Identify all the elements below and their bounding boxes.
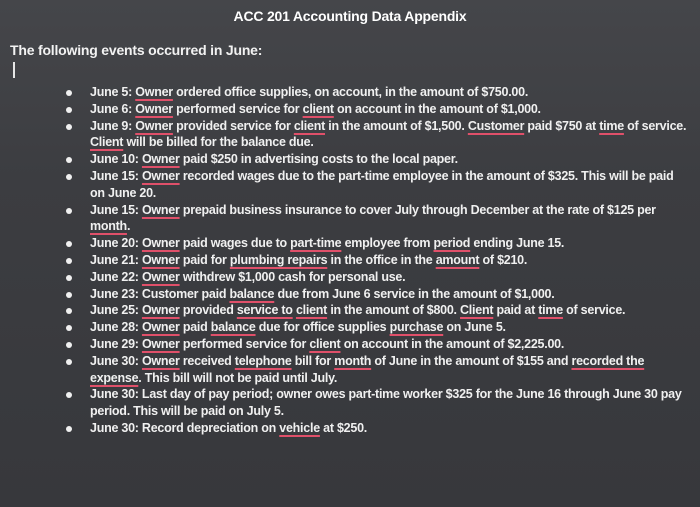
bullet-icon: [66, 90, 72, 96]
event-text-segment: paid: [179, 320, 211, 335]
event-item: [60, 101, 690, 118]
underlined-word: balance: [229, 286, 275, 301]
event-text: [90, 236, 564, 250]
bullet-icon: [66, 124, 72, 130]
event-text: [90, 287, 554, 301]
underlined-word: Owner: [135, 101, 173, 116]
event-text-segment: June 23: Customer paid: [90, 286, 230, 301]
event-text-segment: performed service for: [179, 336, 310, 351]
event-text-segment: of $210.: [479, 252, 528, 267]
underlined-word: time: [599, 118, 624, 133]
underlined-word: telephone: [234, 353, 292, 368]
underlined-word: Owner: [141, 202, 180, 217]
underlined-word: Owner: [141, 353, 180, 368]
event-text: [90, 337, 564, 351]
event-text-segment: of service.: [623, 118, 687, 133]
bullet-icon: [66, 308, 72, 314]
intro-text: The following events occurred in June:: [10, 42, 263, 58]
event-text-segment: withdrew $1,000 cash for personal use.: [179, 269, 406, 284]
event-text-segment: June 6:: [90, 101, 136, 116]
event-text: [90, 421, 367, 435]
event-text-segment: paid $250 in advertising costs to the local paper.: [179, 152, 458, 167]
event-text: [90, 169, 673, 200]
event-text-segment: June 30: Last day of pay period; owner owes part-time worker $325 for the June 16 through June 30 pay period. This will be paid on July 5.: [90, 387, 682, 419]
event-text-segment: June 20:: [90, 236, 142, 251]
event-text-segment: . This bill will not be paid until July.: [138, 370, 338, 385]
underlined-word: Customer: [467, 118, 525, 133]
event-text: [90, 387, 682, 418]
event-list: [60, 84, 690, 437]
event-text-segment: on June 5.: [443, 320, 506, 335]
event-text-segment: June 30:: [90, 353, 142, 368]
event-text-segment: June 15:: [90, 202, 142, 217]
event-text-segment: prepaid business insurance to cover July through December at the rate of $125 per: [179, 202, 656, 217]
event-text: [90, 119, 686, 150]
event-text-segment: June 29:: [90, 336, 142, 351]
underlined-word: Owner: [141, 168, 180, 183]
event-text-segment: recorded wages due to the part-time employee in the amount of $325. This will be paid on June 20.: [90, 168, 674, 200]
event-text-segment: .: [126, 219, 131, 234]
event-text-segment: paid for: [179, 252, 230, 267]
bullet-icon: [66, 241, 72, 247]
event-item: [60, 168, 690, 202]
underlined-word: plumbing repairs: [229, 252, 328, 267]
underlined-word: Owner: [135, 85, 173, 99]
bullet-icon: [66, 174, 72, 180]
underlined-word: month: [334, 353, 372, 368]
event-text-segment: performed service for: [172, 101, 303, 116]
event-text-segment: ending June 15.: [470, 236, 565, 251]
underlined-word: recorded the expense: [90, 353, 645, 385]
event-text: [90, 270, 405, 284]
event-item: [60, 336, 690, 353]
underlined-word: time: [538, 303, 563, 318]
event-text-segment: in the amount of $800.: [327, 303, 461, 318]
bullet-icon: [66, 392, 72, 398]
event-item: [60, 353, 690, 387]
event-text-segment: employee from: [341, 236, 434, 251]
event-text: [90, 152, 458, 166]
event-text-segment: in the office in the: [327, 252, 436, 267]
event-item: [60, 319, 690, 336]
event-text: [90, 354, 644, 385]
event-text: [90, 303, 625, 317]
event-text-segment: paid $750 at: [524, 118, 600, 133]
event-text: [90, 320, 506, 334]
underlined-word: month: [90, 219, 127, 234]
event-text-segment: provided service for: [172, 118, 294, 133]
underlined-word: Owner: [135, 118, 173, 133]
event-item: [60, 235, 690, 252]
underlined-word: Owner: [141, 303, 180, 318]
event-text-segment: on account in the amount of $1,000.: [333, 101, 541, 116]
underlined-word: Owner: [141, 269, 180, 284]
underlined-word: purchase: [389, 320, 444, 335]
bullet-icon: [66, 107, 72, 113]
underlined-word: Owner: [141, 336, 180, 351]
bullet-icon: [66, 292, 72, 298]
event-item: [60, 118, 690, 152]
event-text-segment: June 5:: [90, 85, 136, 99]
event-text-segment: June 9:: [90, 118, 136, 133]
event-item: [60, 202, 690, 236]
event-text: [90, 85, 528, 99]
underlined-word: Client: [460, 303, 494, 318]
event-item: [60, 386, 690, 420]
underlined-word: amount: [435, 252, 480, 267]
event-text-segment: June 22:: [90, 269, 142, 284]
event-item: [60, 151, 690, 168]
underlined-word: Owner: [141, 236, 180, 251]
underlined-word: Owner: [141, 252, 180, 267]
event-text-segment: received: [179, 353, 235, 368]
event-item: [60, 269, 690, 286]
event-text-segment: of service.: [562, 303, 626, 318]
underlined-word: service to: [236, 303, 293, 318]
event-text-segment: paid wages due to: [179, 236, 291, 251]
bullet-icon: [66, 325, 72, 331]
document-title: ACC 201 Accounting Data Appendix: [233, 8, 467, 24]
event-text-segment: will be billed for the balance due.: [123, 135, 314, 150]
text-cursor: [13, 62, 15, 78]
event-text-segment: bill for: [291, 353, 335, 368]
underlined-word: Owner: [141, 152, 180, 167]
bullet-icon: [66, 426, 72, 432]
event-text-segment: June 21:: [90, 252, 142, 267]
event-text-segment: June 15:: [90, 168, 142, 183]
underlined-word: client: [309, 336, 341, 351]
event-item: [60, 302, 690, 319]
bullet-icon: [66, 342, 72, 348]
underlined-word: balance: [210, 320, 256, 335]
event-text: [90, 253, 527, 267]
event-text-segment: due for office supplies: [255, 320, 390, 335]
event-text: [90, 203, 656, 234]
underlined-word: Client: [90, 135, 124, 150]
underlined-word: part-time: [290, 236, 342, 251]
underlined-word: client: [295, 303, 328, 318]
event-text-segment: provided: [179, 303, 237, 318]
bullet-icon: [66, 208, 72, 214]
event-text-segment: paid at: [493, 303, 539, 318]
event-text-segment: ordered office supplies, on account, in the amount of $750.00.: [172, 85, 529, 99]
event-text-segment: due from June 6 service in the amount of $1,000.: [274, 286, 555, 301]
underlined-word: period: [433, 236, 471, 251]
event-item: [60, 252, 690, 269]
event-text-segment: June 28:: [90, 320, 142, 335]
underlined-word: vehicle: [279, 420, 320, 435]
event-text-segment: in the amount of $1,500.: [325, 118, 468, 133]
event-text-segment: at $250.: [319, 420, 367, 435]
event-item: [60, 420, 690, 437]
underlined-word: client: [293, 118, 325, 133]
event-text-segment: June 10:: [90, 152, 142, 167]
bullet-icon: [66, 258, 72, 264]
event-item: [60, 84, 690, 101]
event-text-segment: June 25:: [90, 303, 142, 318]
event-text: [90, 102, 541, 116]
event-text-segment: on account in the amount of $2,225.00.: [340, 336, 565, 351]
event-item: [60, 286, 690, 303]
underlined-word: client: [302, 101, 334, 116]
event-text-segment: June 30: Record depreciation on: [90, 420, 280, 435]
bullet-icon: [66, 359, 72, 365]
event-text-segment: of June in the amount of $155 and: [371, 353, 572, 368]
bullet-icon: [66, 157, 72, 163]
bullet-icon: [66, 275, 72, 281]
underlined-word: Owner: [141, 320, 180, 335]
